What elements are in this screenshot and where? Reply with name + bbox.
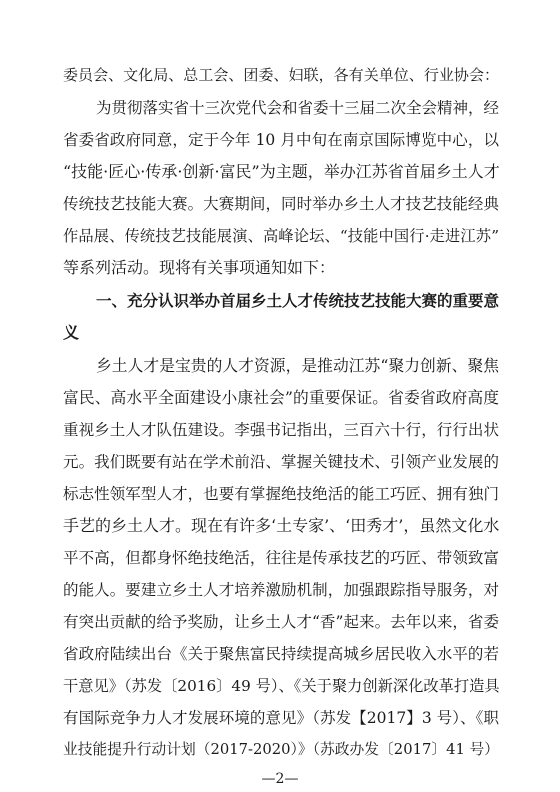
body-line: “技能·匠心·传承·创新·富民”为主题，举办江苏省首届乡土人才 [63, 162, 500, 181]
section-heading: 一、充分认识举办首届乡土人才传统技艺技能大赛的重要意 [96, 292, 500, 310]
body-line: 作品展、传统技艺技能展演、高峰论坛、“技能中国行·走进江苏” [63, 227, 499, 245]
body-line: 重视乡土人才队伍建设。李强书记指出，三百六十行，行行出状 [63, 421, 499, 439]
body-line: 元。我们既要有站在学术前沿、掌握关键技术、引领产业发展的 [63, 453, 499, 471]
body-line: 有国际竞争力人才发展环境的意见》（苏发【2017】3 号）、《职 [63, 709, 499, 727]
body-line: 省政府陆续出台《关于聚焦富民持续提高城乡居民收入水平的若 [63, 645, 499, 663]
body-line: 为贯彻落实省十三次党代会和省委十三届二次全会精神，经 [96, 99, 500, 117]
body-line: 等系列活动。现将有关事项通知如下： [63, 258, 336, 277]
body-line: 干意见》（苏发〔2016〕49 号）、《关于聚力创新深化改革打造具 [63, 677, 500, 695]
body-line: 的能人。要建立乡土人才培养激励机制，加强跟踪指导服务，对 [63, 581, 499, 599]
body-line: 平不高，但都身怀绝技绝活，往往是传承技艺的巧匠、带领致富 [63, 549, 499, 567]
page-number: —2— [261, 771, 299, 787]
body-line: 省委省政府同意，定于今年 10 月中旬在南京国际博览中心，以 [63, 131, 499, 149]
body-line: 委员会、文化局、总工会、团委、妇联，各有关单位、行业协会： [63, 66, 499, 84]
body-line: 富民、高水平全面建设小康社会”的重要保证。省委省政府高度 [63, 388, 499, 407]
body-line: 乡土人才是宝贵的人才资源，是推动江苏“聚力创新、聚焦 [96, 356, 499, 375]
body-line: 手艺的乡土人才。现在有许多‘土专家’、‘田秀才’，虽然文化水 [63, 516, 500, 535]
body-line: 有突出贡献的给予奖励，让乡土人才“香”起来。去年以来，省委 [63, 613, 499, 631]
body-line: 标志性领军型人才，也要有掌握绝技绝活的能工巧匠、拥有独门 [63, 485, 499, 503]
section-heading-continuation: 义 [63, 323, 80, 342]
body-line: 传统技艺技能大赛。大赛期间，同时举办乡土人才技艺技能经典 [63, 195, 499, 213]
body-line: 业技能提升行动计划（2017-2020）》（苏政办发〔2017〕41 号） [63, 741, 500, 758]
